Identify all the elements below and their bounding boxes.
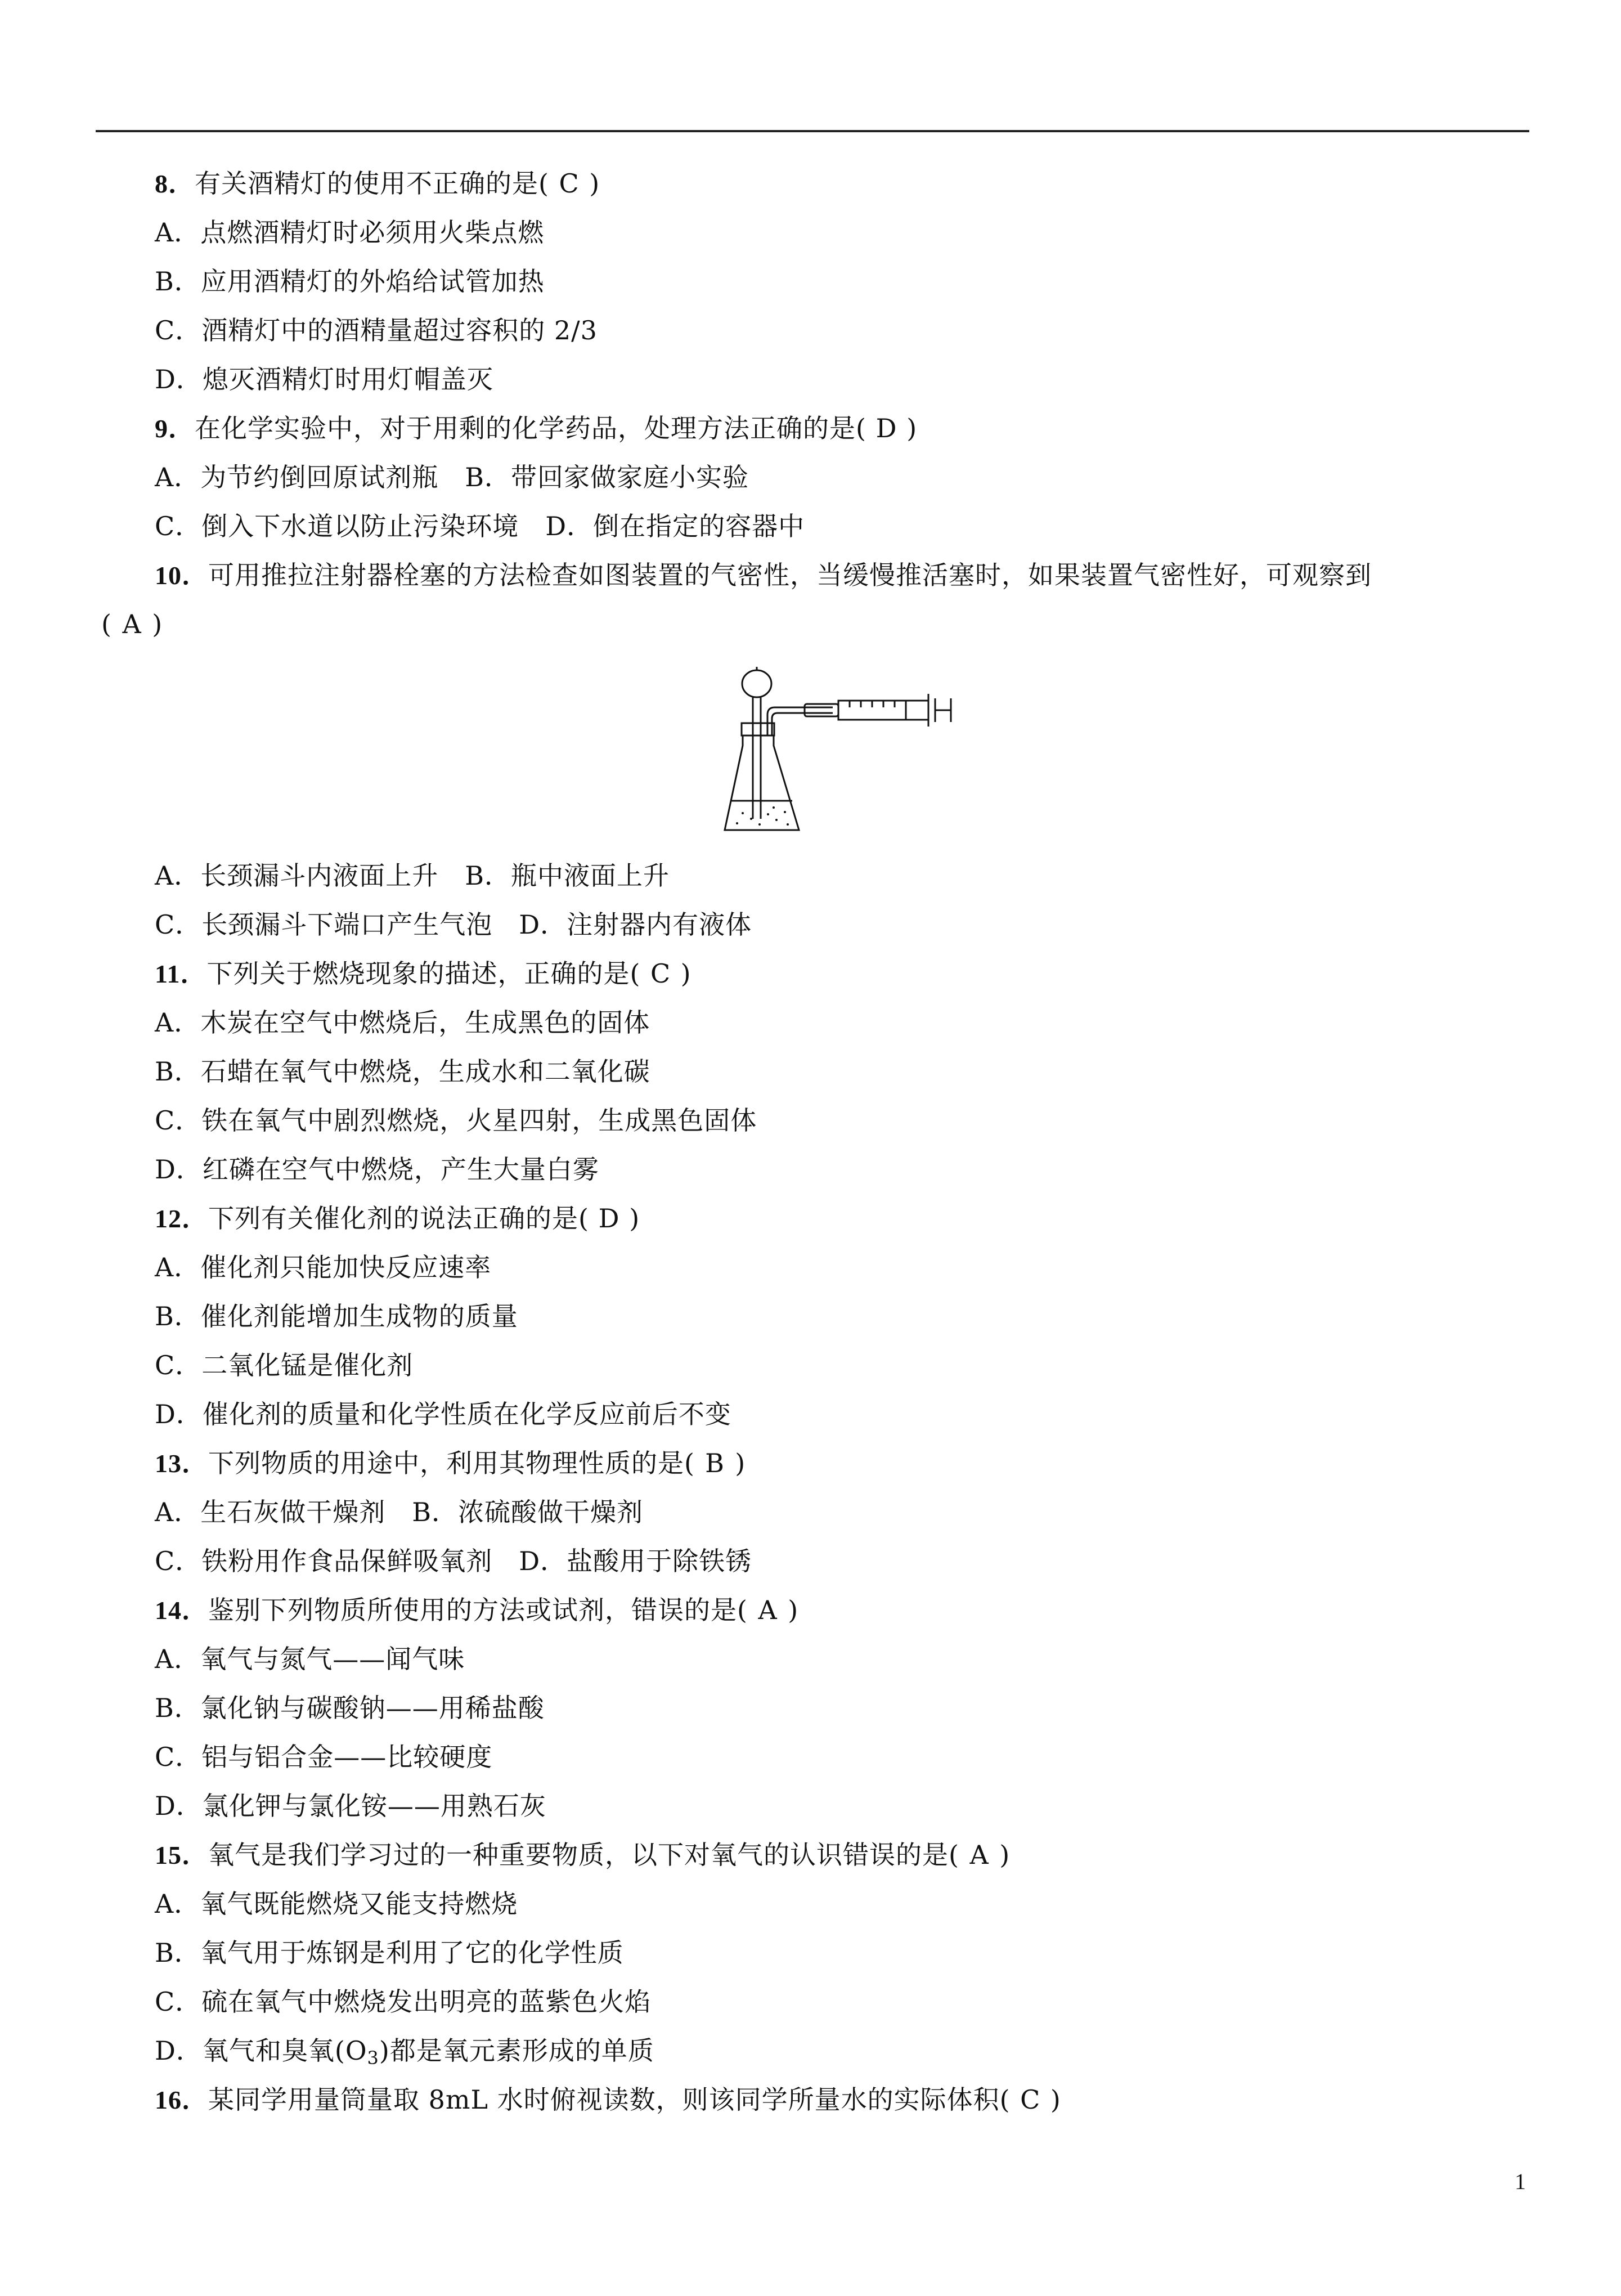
option: A．点燃酒精灯时必须用火柴点燃 bbox=[155, 217, 545, 248]
question-8-stem bbox=[155, 167, 600, 201]
question-12-stem bbox=[155, 1201, 640, 1236]
option: A．氧气既能燃烧又能支持燃烧 bbox=[155, 1889, 518, 1919]
option: D．催化剂的质量和化学性质在化学反应前后不变 bbox=[155, 1399, 731, 1429]
question-number: 10． bbox=[155, 561, 208, 590]
question-number: 9． bbox=[155, 414, 195, 443]
option-d bbox=[155, 2034, 654, 2075]
question-number: 14． bbox=[155, 1596, 208, 1625]
option: A．催化剂只能加快反应速率 bbox=[155, 1252, 492, 1282]
question-number: 13． bbox=[155, 1449, 208, 1478]
question-number: 11． bbox=[155, 959, 207, 988]
header-rule bbox=[96, 130, 1529, 132]
option-text: D．氧气和臭氧(O bbox=[155, 2035, 367, 2066]
answer: A bbox=[969, 1840, 989, 1870]
option: A．长颈漏斗内液面上升 B．瓶中液面上升 bbox=[155, 860, 670, 891]
answer: D bbox=[875, 413, 897, 443]
question-text: 鉴别下列物质所使用的方法或试剂，错误的是( bbox=[208, 1595, 748, 1625]
option: C．铁在氧气中剧烈燃烧，火星四射，生成黑色固体 bbox=[155, 1105, 757, 1136]
close-paren: ) bbox=[589, 168, 600, 199]
close-paren: ) bbox=[735, 1448, 746, 1478]
close-paren: ) bbox=[629, 1203, 640, 1234]
question-10-stem bbox=[155, 558, 1372, 593]
answer: A bbox=[122, 609, 142, 639]
close-paren: ) bbox=[1050, 2084, 1061, 2115]
option: C．酒精灯中的酒精量超过容积的 2/3 bbox=[155, 315, 598, 346]
question-text: 下列关于燃烧现象的描述，正确的是( bbox=[206, 958, 641, 989]
option: C．硫在氧气中燃烧发出明亮的蓝紫色火焰 bbox=[155, 1986, 652, 2017]
option: B．氧气用于炼钢是利用了它的化学性质 bbox=[155, 1938, 624, 1968]
option: C．铝与铝合金——比较硬度 bbox=[155, 1742, 493, 1772]
close-paren: ) bbox=[680, 958, 691, 989]
question-number: 15． bbox=[155, 1841, 208, 1869]
answer: D bbox=[598, 1203, 620, 1234]
answer: B bbox=[705, 1448, 725, 1478]
option: C．倒入下水道以防止污染环境 D．倒在指定的容器中 bbox=[155, 511, 805, 541]
question-text: 有关酒精灯的使用不正确的是( bbox=[195, 168, 549, 199]
close-paren: ) bbox=[152, 609, 163, 639]
question-10-answer-line bbox=[101, 607, 163, 641]
question-text: 氧气是我们学习过的一种重要物质，以下对氧气的认识错误的是( bbox=[208, 1840, 959, 1870]
question-15-stem bbox=[155, 1838, 1010, 1872]
page-number: 1 bbox=[1515, 2169, 1526, 2194]
question-text: 可用推拉注射器栓塞的方法检查如图装置的气密性，当缓慢推活塞时，如果装置气密性好，可观察到 bbox=[208, 560, 1372, 590]
option: D．熄灭酒精灯时用灯帽盖灭 bbox=[155, 364, 493, 394]
option-text: )都是氧元素形成的单质 bbox=[379, 2035, 654, 2066]
option: A．氧气与氮气——闻气味 bbox=[155, 1644, 465, 1674]
answer: C bbox=[650, 958, 671, 989]
answer: C bbox=[1020, 2084, 1041, 2115]
question-text: 下列有关催化剂的说法正确的是( bbox=[208, 1203, 589, 1234]
question-text: 下列物质的用途中，利用其物理性质的是( bbox=[208, 1448, 695, 1478]
question-number: 12． bbox=[155, 1204, 208, 1233]
question-number: 16． bbox=[155, 2086, 208, 2114]
option: B．氯化钠与碳酸钠——用稀盐酸 bbox=[155, 1693, 545, 1723]
option: A．生石灰做干燥剂 B．浓硫酸做干燥剂 bbox=[155, 1497, 644, 1527]
close-paren: ) bbox=[788, 1595, 799, 1625]
option: B．催化剂能增加生成物的质量 bbox=[155, 1301, 518, 1331]
answer: C bbox=[559, 168, 580, 199]
question-11-stem bbox=[155, 957, 691, 991]
close-paren: ) bbox=[906, 413, 918, 443]
question-9-stem bbox=[155, 411, 917, 446]
apparatus-figure bbox=[720, 667, 957, 841]
answer: A bbox=[758, 1595, 778, 1625]
question-number: 8． bbox=[155, 169, 195, 198]
option: C．长颈漏斗下端口产生气泡 D．注射器内有液体 bbox=[155, 909, 752, 940]
question-16-stem bbox=[155, 2083, 1061, 2117]
option: A．为节约倒回原试剂瓶 B．带回家做家庭小实验 bbox=[155, 462, 749, 492]
option: B．石蜡在氧气中燃烧，生成水和二氧化碳 bbox=[155, 1056, 650, 1087]
subscript: 3 bbox=[367, 2047, 379, 2069]
option: D．红磷在空气中燃烧，产生大量白雾 bbox=[155, 1154, 599, 1185]
question-text: 某同学用量筒量取 8mL 水时俯视读数，则该同学所量水的实际体积( bbox=[208, 2084, 1011, 2115]
option: A．木炭在空气中燃烧后，生成黑色的固体 bbox=[155, 1007, 650, 1038]
question-text: 在化学实验中，对于用剩的化学药品，处理方法正确的是( bbox=[195, 413, 866, 443]
question-13-stem bbox=[155, 1446, 746, 1481]
option: D．氯化钾与氯化铵——用熟石灰 bbox=[155, 1791, 546, 1821]
option: C．铁粉用作食品保鲜吸氧剂 D．盐酸用于除铁锈 bbox=[155, 1546, 752, 1576]
open-paren: ( bbox=[101, 609, 112, 639]
option: C．二氧化锰是催化剂 bbox=[155, 1350, 414, 1380]
close-paren: ) bbox=[999, 1840, 1011, 1870]
option: B．应用酒精灯的外焰给试管加热 bbox=[155, 266, 545, 297]
question-14-stem bbox=[155, 1593, 798, 1627]
